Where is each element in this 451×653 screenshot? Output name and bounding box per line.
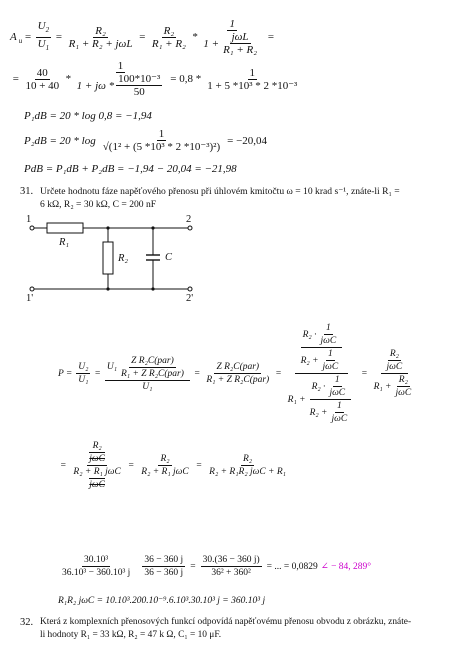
problem-31-number: 31.	[20, 186, 34, 197]
p-r2-mult: R₂ ·	[302, 329, 317, 340]
fraction-mid	[139, 453, 190, 478]
fraction-nested-rc	[286, 322, 358, 425]
times-sign-2: *	[65, 73, 71, 85]
p-jwc-c: jωC	[329, 388, 346, 398]
p-r2-mid: R₂	[398, 375, 408, 385]
circuit-label-1p: 1'	[26, 293, 34, 304]
r3-mid-den: R₂ + R₁ jωC	[141, 467, 189, 477]
circuit-label-2p: 2'	[186, 293, 194, 304]
terminal-2p	[188, 287, 192, 291]
circuit-label-1: 1	[26, 214, 32, 225]
problem-32-line2: li hodnoty R₁ = 33 kΩ, R₂ = 47 k Ω, C₁ = 10 μF.	[40, 630, 222, 640]
frac3-inner-den: R₁ + R₂	[223, 44, 258, 56]
r3-eq-3: =	[195, 460, 203, 471]
circuit-label-r2: R₂	[118, 253, 129, 264]
p-eq-1: =	[65, 368, 73, 379]
times-sign: *	[191, 31, 198, 43]
u1: U	[37, 37, 46, 50]
equation-p1db: P₁dB = 20 * log 0,8 = −1,94	[24, 110, 152, 122]
eq-sign: =	[24, 31, 32, 43]
circuit-label-r1: R₁	[59, 237, 70, 248]
r3-res-den: R₂ + R₁R₂ jωC + R₁	[209, 467, 286, 477]
problem-32-line1: Která z komplexních přenosových funkcí odpovídá napěťovému přenosu obvodu z obrázku, znáte-	[40, 617, 412, 627]
p2-num: 1	[158, 128, 165, 140]
p2-den: √(1² + (5 *10³ * 2 *10⁻³)²)	[102, 141, 221, 153]
r3-jwc-top: jωC	[89, 454, 105, 464]
p-one-d: 1	[336, 401, 342, 411]
problem-31-line1: Určete hodnotu fáze napěťového přenosu při úhlovém kmitočtu ω = 10 krad s⁻¹, znáte-li R₁ =	[40, 186, 400, 197]
p-jwc-a: jωC	[320, 336, 337, 346]
p-r2-mult-b: R₂ ·	[311, 381, 326, 392]
p-one-c: 1	[334, 375, 340, 385]
p-one-a: 1	[325, 323, 331, 333]
p-jwc-f: jωC	[395, 388, 412, 398]
p-r2-plus-b: R₂ +	[309, 407, 328, 418]
p-f2-num: Z R₂C(par)	[216, 362, 260, 372]
circuit-label-2: 2	[186, 214, 192, 225]
symbol-a: A	[10, 31, 17, 43]
r3-r2-top: R₂	[92, 441, 102, 451]
frac3-den-pre: 1 +	[203, 37, 220, 50]
p-f2-den: R₁ + Z R₂C(par)	[206, 375, 270, 385]
r3-den-main: R₂ + R₁ jωC	[73, 467, 121, 477]
f2-inner-num: 100*10⁻³	[118, 73, 161, 85]
p-eq-2: =	[94, 368, 101, 379]
terminal-2	[188, 226, 192, 230]
p-r2-top: R₂	[389, 349, 399, 359]
frac1-num: R₂	[95, 24, 106, 37]
fraction-u2-u1-p	[76, 361, 90, 386]
equation-p-derivation	[58, 322, 419, 425]
r3-res-num: R₂	[242, 454, 253, 464]
fraction-result	[207, 453, 288, 478]
r3-eq-2: =	[127, 460, 135, 471]
p-jwc-d: jωC	[331, 414, 348, 424]
p-jwc-e: jωC	[386, 362, 403, 372]
equation-pdb: PdB = P₁dB + P₂dB = −1,94 − 20,04 = −21,98	[24, 163, 237, 175]
r4-f1-num: 30.10³	[84, 555, 109, 565]
p-r1-plus-b: R₁ +	[373, 381, 392, 392]
f2-num: 1	[117, 60, 124, 72]
p-jwc-b: jωC	[322, 362, 339, 372]
frac3-inner-num: jωL	[231, 31, 249, 43]
p2-lead: P₂dB = 20 * log	[24, 134, 96, 147]
fraction-r4-2	[142, 554, 185, 579]
fraction-z-divider	[105, 355, 190, 393]
junction-bottom-r2	[106, 287, 109, 290]
fraction-cancel	[71, 440, 122, 491]
p-n1-mult: U₁	[106, 362, 117, 372]
u1-sub: 1	[45, 43, 50, 52]
u2: U	[37, 20, 46, 33]
f3-num: 1	[249, 66, 256, 79]
f2-den-pre: 1 + jω *	[76, 79, 115, 92]
junction-top-c	[151, 226, 154, 229]
p-r1-plus: R₁ +	[287, 394, 306, 405]
fraction-r4-1	[60, 554, 132, 579]
p2-res: = −20,04	[227, 134, 268, 147]
equation-numeric-result	[58, 554, 371, 579]
r4-f3-den: 36² + 360²	[211, 568, 251, 578]
f1-den: 10 + 40	[25, 79, 60, 92]
r3-jwc-bottom: jωC	[89, 480, 105, 490]
frac2-den: R₁ + R₂	[151, 37, 186, 50]
fraction-nested-r2	[372, 348, 418, 399]
f2-inner-den: 50	[133, 86, 145, 98]
problem-31-line2: 6 kΩ, R₂ = 30 kΩ, C = 200 nF	[40, 199, 157, 210]
p-eq-5: =	[361, 368, 368, 379]
eq-sign-3: =	[138, 31, 146, 43]
resistor-r1	[47, 223, 83, 233]
symbol-p: P	[58, 368, 64, 379]
p-n1-inner-num: Z R₂C(par)	[131, 355, 174, 366]
eq-mid: = 0,8 *	[170, 73, 202, 85]
resistor-r2	[103, 242, 113, 274]
p-eq-4: =	[275, 368, 282, 379]
frac2-num: R₂	[163, 24, 175, 37]
equation-simplification	[60, 440, 290, 491]
eq-sign-trailing: =	[267, 31, 275, 43]
junction-top-r2	[106, 226, 109, 229]
f3-den: 1 + 5 *10³ * 2 *10⁻³	[207, 79, 298, 92]
frac3-num: 1	[229, 18, 235, 30]
terminal-1	[30, 226, 34, 230]
p-n1-inner-den: R₁ + Z R₂C(par)	[121, 368, 184, 379]
problem-32-number: 32.	[20, 617, 34, 628]
circuit-label-c: C	[165, 252, 173, 263]
terminal-1p	[30, 287, 34, 291]
p-eq-3: =	[193, 368, 201, 379]
p-n1-den: U₁	[142, 381, 153, 392]
junction-bottom-c	[151, 287, 154, 290]
p-r2-plus-a: R₂ +	[300, 355, 319, 366]
r4-f3-num: 30.(36 − 360 j)	[202, 555, 260, 565]
equation-r1r2jwc: R₁R₂ jωC = 10.10³.200.10⁻⁹.6.10³.30.10³ j = 360.10³ j	[58, 596, 266, 606]
symbol-a-sub: u	[18, 37, 23, 45]
fraction-z-simplified	[204, 361, 271, 386]
f1-num: 40	[36, 66, 48, 79]
r3-eq-1: =	[60, 460, 67, 471]
p-u2: U₂	[78, 362, 89, 372]
u2-sub: 2	[45, 26, 50, 35]
r4-eq-2: = ... = 0,0829	[266, 561, 318, 572]
r4-f1-den: 36.10³ − 360.10³ j	[62, 568, 131, 578]
r4-f2-num: 36 − 360 j	[144, 555, 184, 565]
p-u1: U₁	[78, 375, 89, 385]
r4-f2-den: 36 − 360 j	[144, 568, 184, 578]
r3-mid-num: R₂	[160, 454, 170, 464]
eq-sign-2: =	[55, 31, 63, 43]
fraction-r4-3	[201, 554, 262, 579]
line2-lead: =	[12, 73, 20, 85]
r4-angle: ∠ − 84, 289°	[320, 562, 372, 572]
p-one-b: 1	[327, 349, 333, 359]
frac1-den: R₁ + R₂ + jωL	[68, 37, 133, 50]
r4-eq-1: =	[190, 561, 196, 572]
